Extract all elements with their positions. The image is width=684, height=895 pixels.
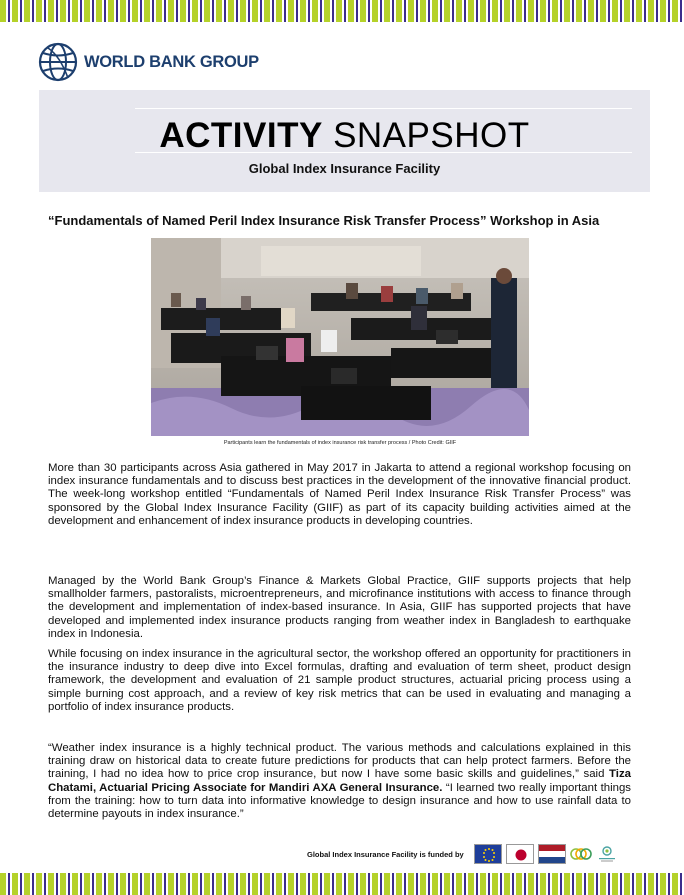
partner-logo-icon	[596, 844, 618, 864]
bottom-decorative-stripe	[0, 873, 684, 895]
article-paragraph-1: More than 30 participants across Asia gathered in May 2017 in Jakarta to attend a regional workshop focusing on index insurance fundamentals and to discuss best practices in the development of the innovative financial product. The week-long workshop entitled “Fundamentals of Named Peril Index Insurance Risk Transfer Process” was sponsored by the Global Index Insurance Facility (GIIF) as part of its capacity building activities aimed at the development and enhancement of index insurance products in developing countries.	[48, 462, 631, 527]
acp-logo-icon	[570, 844, 592, 864]
activity-snapshot-banner	[39, 90, 650, 192]
page-subtitle: Global Index Insurance Facility	[248, 161, 441, 176]
quote-text-end: “I learned two really important things from the training: how to turn data into informative knowledge to design insurance and how to use rainfall data to determine payouts in index insurance.”	[48, 781, 631, 821]
top-decorative-stripe	[0, 0, 684, 22]
photo-caption: Participants learn the fundamentals of index insurance risk transfer process / Photo Credit: GIIF	[223, 440, 457, 446]
japan-flag-icon	[506, 844, 534, 864]
workshop-photo	[151, 238, 529, 436]
article-paragraph-2: Managed by the World Bank Group’s Finance & Markets Global Practice, GIIF supports projects that help smallholder farmers, pastoralists, microentrepreneurs, and microfinance institutions with access to finance through the development and implementation of index-based insurance. In Asia, GIIF has supported projects that have developed and implemented index insurance products ranging from weather index in Bangladesh to earthquake index in Indonesia.	[48, 575, 631, 640]
banner-divider-top	[135, 108, 632, 109]
page-title-bold: ACTIVITY	[159, 116, 323, 155]
article-headline: “Fundamentals of Named Peril Index Insurance Risk Transfer Process” Workshop in Asia	[48, 213, 600, 228]
globe-icon	[38, 42, 78, 82]
article-paragraph-4	[48, 742, 631, 821]
page-title-light: SNAPSHOT	[333, 116, 530, 155]
netherlands-flag-icon	[538, 844, 566, 864]
donor-logos	[474, 843, 618, 865]
page-title	[39, 116, 650, 156]
org-name: WORLD BANK GROUP	[84, 52, 259, 71]
article-paragraph-3: While focusing on index insurance in the agricultural sector, the workshop offered an opportunity for practitioners in the insurance industry to deep dive into Excel formulas, drafting and evaluation of term sheet, product design framework, the development and evaluation of 21 sample product structures, actuarial pricing process using a simple burning cost approach, and a review of key risk metrics that can be used in evaluating and managing a portfolio of index insurance products.	[48, 648, 631, 713]
funded-by-label: Global Index Insurance Facility is funded by	[307, 850, 464, 859]
world-bank-group-logo	[38, 42, 259, 82]
workshop-photo-illustration	[151, 238, 529, 436]
eu-flag-icon	[474, 844, 502, 864]
quote-attribution: Tiza Chatami, Actuarial Pricing Associate for Mandiri AXA General Insurance.	[48, 768, 631, 794]
quote-text-start: “Weather index insurance is a highly technical product. The various methods and calculations explained in this training draw on historical data to create future predictions for products that can help protect farmers. Before the training, I had no idea how to price crop insurance, but now I have some basic skills and guidelines,” said	[48, 742, 631, 781]
